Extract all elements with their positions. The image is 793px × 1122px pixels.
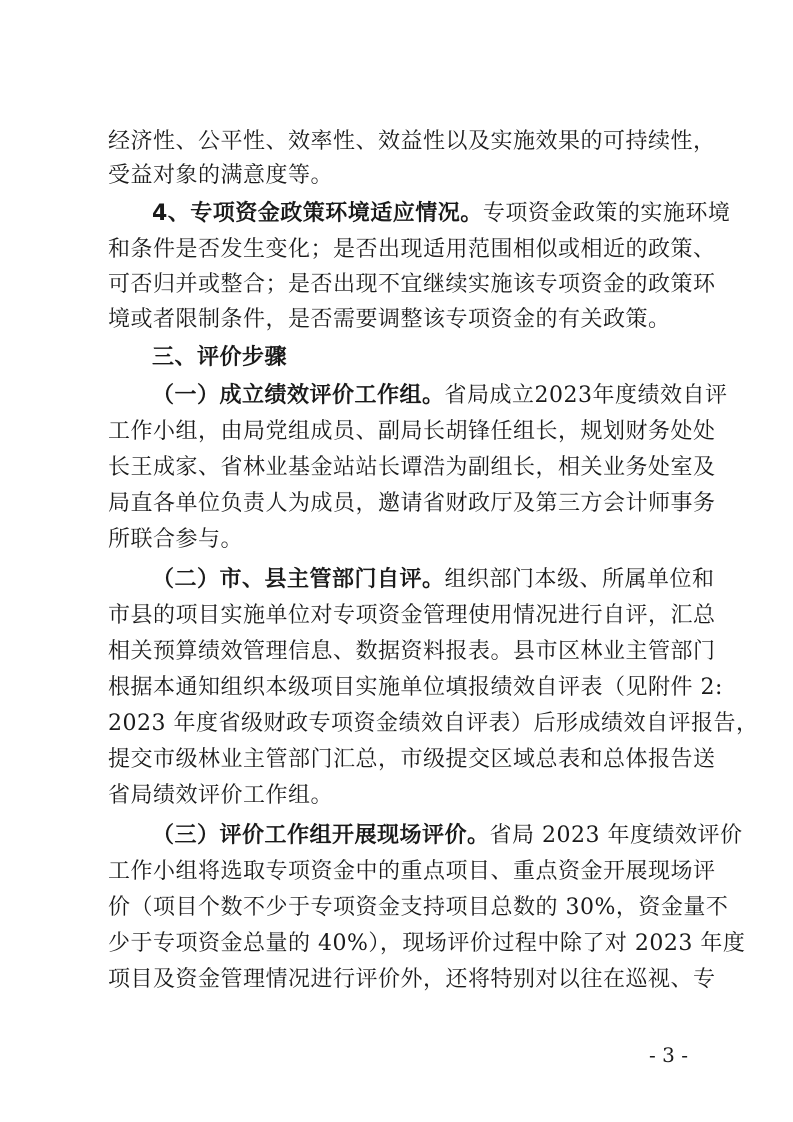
paragraph-text: 组织部门本级、所属单位和 xyxy=(444,567,715,592)
paragraph-line: 所联合参与。 xyxy=(108,527,244,552)
paragraph-line: 和条件是否发生变化；是否出现适用范围相似或相近的政策、 xyxy=(108,237,716,262)
paragraph-line: 长王成家、省林业基金站站长谭浩为副组长，相关业务处室及 xyxy=(108,455,716,480)
subsection-title: 4、专项资金政策环境适应情况。 xyxy=(152,201,483,226)
paragraph-line: 根据本通知组织本级项目实施单位填报绩效自评表（见附件 2: xyxy=(108,675,723,700)
subsection-title: （二）市、县主管部门自评。 xyxy=(152,567,445,592)
paragraph-line: 境或者限制条件，是否需要调整该专项资金的有关政策。 xyxy=(108,307,671,332)
page-number: - 3 - xyxy=(649,1043,688,1067)
paragraph-line: 价（项目个数不少于专项资金支持项目总数的 30%，资金量不 xyxy=(108,895,729,920)
paragraph-line: 工作小组，由局党组成员、副局长胡锋任组长，规划财务处处 xyxy=(108,419,716,444)
paragraph-text: 省局 2023 年度绩效评价 xyxy=(489,823,743,848)
paragraph-line: 省局绩效评价工作组。 xyxy=(108,783,334,808)
paragraph-line: 工作小组将选取专项资金中的重点项目、重点资金开展现场评 xyxy=(108,859,716,884)
paragraph-line: 受益对象的满意度等。 xyxy=(108,163,334,188)
paragraph-line: 市县的项目实施单位对专项资金管理使用情况进行自评，汇总 xyxy=(108,603,716,628)
paragraph-text: 专项资金政策的实施环境 xyxy=(482,201,731,226)
paragraph-line xyxy=(152,562,715,598)
paragraph-line: 相关预算绩效管理信息、数据资料报表。县市区林业主管部门 xyxy=(108,639,716,664)
paragraph-line xyxy=(152,818,743,854)
paragraph-line: 项目及资金管理情况进行评价外，还将特别对以往在巡视、专 xyxy=(108,967,716,992)
subsection-title: （一）成立绩效评价工作组。 xyxy=(152,383,445,408)
paragraph-line: 少于专项资金总量的 40%），现场评价过程中除了对 2023 年度 xyxy=(108,931,746,956)
paragraph-text: 省局成立2023年度绩效自评 xyxy=(444,383,728,408)
section-heading: 三、评价步骤 xyxy=(152,345,288,370)
paragraph-line xyxy=(152,378,728,414)
paragraph-line: 提交市级林业主管部门汇总，市级提交区域总表和总体报告送 xyxy=(108,747,716,772)
paragraph-line xyxy=(152,196,731,232)
paragraph-line: 可否归并或整合；是否出现不宜继续实施该专项资金的政策环 xyxy=(108,272,716,297)
paragraph-line: 经济性、公平性、效率性、效益性以及实施效果的可持续性， xyxy=(108,129,716,154)
subsection-title: （三）评价工作组开展现场评价。 xyxy=(152,823,490,848)
paragraph-line: 2023 年度省级财政专项资金绩效自评表）后形成绩效自评报告， xyxy=(108,711,759,736)
paragraph-line: 局直各单位负责人为成员，邀请省财政厅及第三方会计师事务 xyxy=(108,491,716,516)
